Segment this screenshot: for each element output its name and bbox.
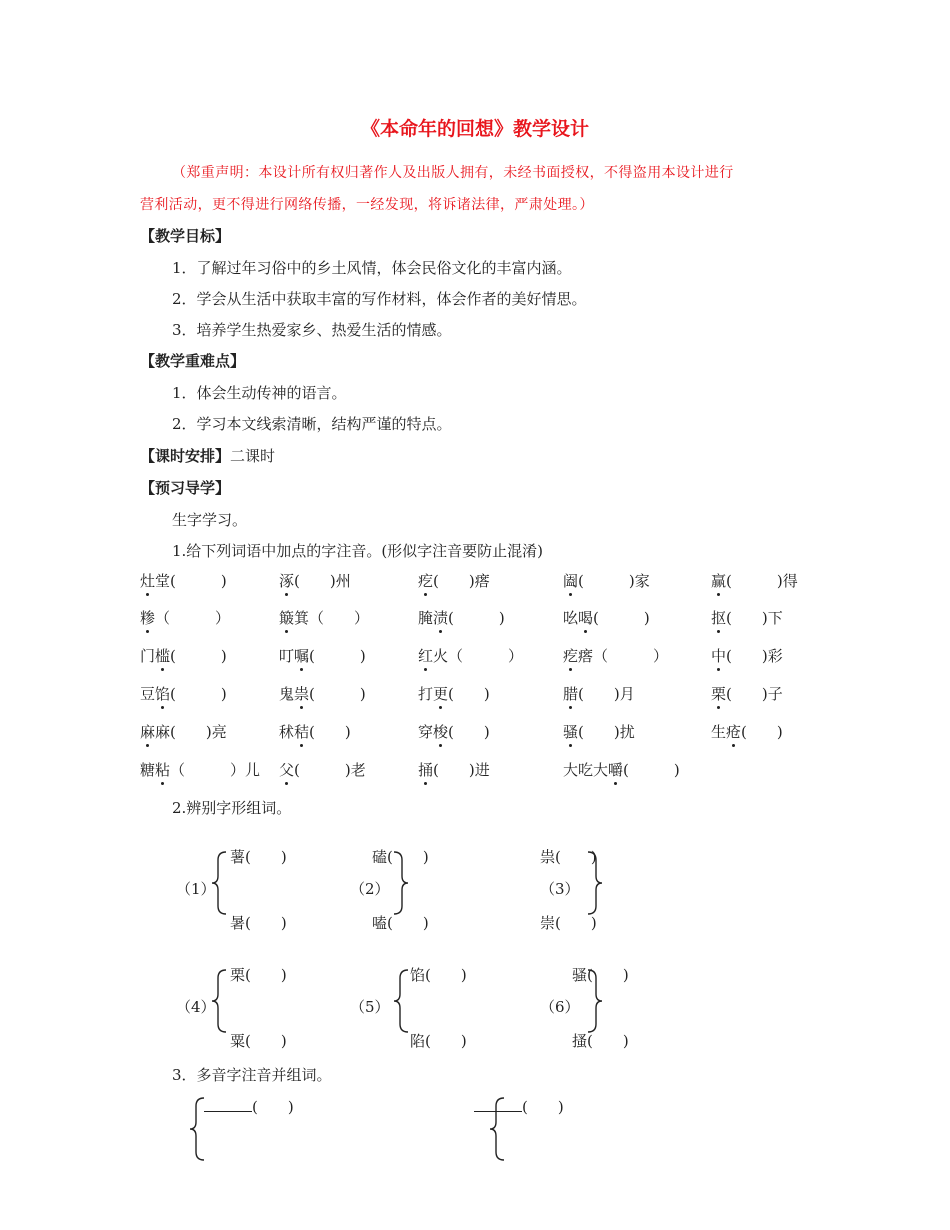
- pinyin-item-suffix: ( )得: [726, 572, 798, 590]
- pinyin-item-suffix: ( ): [623, 761, 680, 779]
- pinyin-item-suffix: ( )扰: [578, 723, 635, 741]
- pinyin-item: [711, 570, 798, 591]
- pinyin-item-prefix: 吆: [563, 609, 579, 627]
- pinyin-item: [279, 721, 351, 742]
- pinyin-item-prefix: 门: [140, 647, 156, 665]
- glyph-group-label: （1）: [176, 880, 216, 898]
- pinyin-target-char: 嘱: [294, 647, 310, 665]
- pinyin-item: [140, 607, 230, 628]
- copyright-notice-line-2: 营利活动，更不得进行网络传播，一经发现，将诉诸法律，严肃处理。）: [140, 197, 594, 213]
- copyright-notice-line-1: （郑重声明：本设计所有权归著作人及出版人拥有，未经书面授权，不得盗用本设计进行: [172, 165, 734, 181]
- pinyin-target-char: 赢: [711, 572, 727, 590]
- pinyin-item-suffix: ( )子: [726, 685, 783, 703]
- pinyin-target-char: 祟: [294, 685, 310, 703]
- pinyin-target-char: 渍: [433, 609, 449, 627]
- pinyin-target-char: 中: [711, 647, 727, 665]
- glyph-bottom-word: 暑( ): [230, 914, 287, 932]
- pinyin-target-char: 疮: [726, 723, 742, 741]
- pinyin-item-suffix: 堂( ): [155, 572, 227, 590]
- preview-intro: 生字学习。: [172, 511, 248, 529]
- glyph-group-label: （2）: [350, 880, 390, 898]
- pinyin-target-char: 梭: [433, 723, 449, 741]
- pinyin-item-prefix: 腌: [418, 609, 434, 627]
- glyph-bottom-word: 崇( ): [540, 914, 597, 932]
- schedule-value: 二课时: [230, 447, 276, 465]
- polyphone-blank-row: [204, 1096, 294, 1117]
- pinyin-target-char: 腊: [563, 685, 579, 703]
- pinyin-target-char: 糁: [140, 609, 156, 627]
- pinyin-target-char: 栗: [711, 685, 727, 703]
- pinyin-item: [563, 721, 635, 742]
- glyph-top-word: 薯( ): [230, 848, 287, 866]
- pinyin-target-char: 抠: [711, 609, 727, 627]
- schedule-heading: 【课时安排】: [140, 447, 231, 465]
- pinyin-item-suffix: ( ): [170, 685, 227, 703]
- pinyin-item-suffix: ( ): [741, 723, 783, 741]
- glyph-group-label: （3）: [540, 880, 580, 898]
- pinyin-item-suffix: ( )下: [726, 609, 783, 627]
- glyph-bottom-word: 粟( ): [230, 1032, 287, 1050]
- pinyin-target-char: 粘: [155, 761, 171, 779]
- pinyin-item: [279, 607, 369, 628]
- pinyin-item-suffix: 箕（ ）: [294, 609, 370, 627]
- pinyin-item-suffix: （ ）儿: [170, 761, 261, 779]
- pinyin-target-char: 捅: [418, 761, 434, 779]
- goal-item: 1．了解过年习俗中的乡土风情，体会民俗文化的丰富内涵。: [172, 259, 572, 277]
- pinyin-item: [563, 759, 680, 780]
- pinyin-target-char: 红: [418, 647, 434, 665]
- pinyin-item-prefix: 穿: [418, 723, 434, 741]
- pinyin-item-suffix: ( )老: [294, 761, 366, 779]
- pinyin-target-char: 疙: [418, 572, 434, 590]
- glyph-group-label: （6）: [540, 998, 580, 1016]
- pinyin-item: [140, 683, 227, 704]
- pinyin-target-char: 灶: [140, 572, 156, 590]
- pinyin-item-prefix: 豆: [140, 685, 156, 703]
- goals-heading: 【教学目标】: [140, 227, 231, 245]
- pinyin-item: [418, 607, 505, 628]
- pinyin-item: [418, 645, 523, 666]
- pinyin-target-char: 秸: [294, 723, 310, 741]
- page-title: 《本命年的回想》教学设计: [360, 118, 589, 140]
- pinyin-target-char: 馅: [155, 685, 171, 703]
- pinyin-target-char: 嚼: [608, 761, 624, 779]
- pinyin-item-suffix: ( )家: [578, 572, 650, 590]
- pinyin-item-suffix: 瘩（ ）: [578, 647, 669, 665]
- glyph-group-label: （4）: [176, 998, 216, 1016]
- key-point-item: 1．体会生动传神的语言。: [172, 384, 347, 402]
- goal-item: 3．培养学生热爱家乡、热爱生活的情感。: [172, 321, 452, 339]
- pinyin-item-suffix: ( )月: [578, 685, 635, 703]
- pinyin-item: [418, 570, 490, 591]
- glyph-group-label: （5）: [350, 998, 390, 1016]
- pinyin-target-char: 更: [433, 685, 449, 703]
- pinyin-item: [418, 683, 490, 704]
- pinyin-target-char: 疙: [563, 647, 579, 665]
- glyph-bottom-word: 陷( ): [410, 1032, 467, 1050]
- question-3: 3．多音字注音并组词。: [172, 1066, 332, 1084]
- pinyin-target-char: 槛: [155, 647, 171, 665]
- pinyin-item: [711, 645, 783, 666]
- curly-brace-icon: [210, 968, 228, 1034]
- pinyin-target-char: 簸: [279, 609, 295, 627]
- pinyin-item: [140, 570, 227, 591]
- pinyin-item-suffix: ( )州: [294, 572, 351, 590]
- pinyin-item-suffix: ( )进: [433, 761, 490, 779]
- curly-brace-icon: [210, 850, 228, 916]
- pinyin-target-char: 阖: [563, 572, 579, 590]
- pinyin-item: [140, 645, 227, 666]
- pinyin-item: [279, 759, 366, 780]
- question-1: 1.给下列词语中加点的字注音。(形似字注音要防止混淆): [172, 542, 544, 560]
- pinyin-item-suffix: ( ): [448, 685, 490, 703]
- pinyin-item-prefix: 生: [711, 723, 727, 741]
- pinyin-item: [563, 570, 650, 591]
- pinyin-item: [418, 759, 490, 780]
- pinyin-item: [711, 721, 783, 742]
- pinyin-item-suffix: （ ）: [155, 609, 231, 627]
- glyph-bottom-word: 搔( ): [572, 1032, 629, 1050]
- key-point-item: 2．学习本文线索清晰，结构严谨的特点。: [172, 415, 452, 433]
- glyph-top-word: 骚( ): [572, 966, 629, 984]
- pinyin-item-prefix: 叮: [279, 647, 295, 665]
- goal-item: 2．学会从生活中获取丰富的写作材料，体会作者的美好情思。: [172, 290, 587, 308]
- pinyin-target-char: 麻: [140, 723, 156, 741]
- glyph-top-word: 馅( ): [410, 966, 467, 984]
- question-2: 2.辨别字形组词。: [172, 799, 292, 817]
- glyph-top-word: 磕( ): [372, 848, 429, 866]
- pinyin-target-char: 父: [279, 761, 295, 779]
- pinyin-item-suffix: ( )彩: [726, 647, 783, 665]
- pinyin-item: [279, 570, 351, 591]
- pinyin-target-char: 涿: [279, 572, 295, 590]
- pinyin-item-suffix: 麻( )亮: [155, 723, 227, 741]
- pinyin-item: [418, 721, 490, 742]
- pinyin-item-prefix: 秫: [279, 723, 295, 741]
- pinyin-item-suffix: ( ): [309, 685, 366, 703]
- pinyin-item: [711, 607, 783, 628]
- pinyin-item: [279, 683, 366, 704]
- pinyin-item-suffix: ( ): [170, 647, 227, 665]
- pinyin-item-suffix: ( ): [593, 609, 650, 627]
- glyph-top-word: 祟( ): [540, 848, 597, 866]
- polyphone-paren: ( ): [252, 1098, 294, 1116]
- preview-heading: 【预习导学】: [140, 479, 231, 497]
- schedule-line: [140, 445, 275, 466]
- polyphone-paren: ( ): [522, 1098, 564, 1116]
- pinyin-target-char: 喝: [578, 609, 594, 627]
- pinyin-item-prefix: 糖: [140, 761, 156, 779]
- polyphone-blank-row: [474, 1096, 564, 1117]
- pinyin-target-char: 骚: [563, 723, 579, 741]
- pinyin-item-suffix: ( ): [448, 723, 490, 741]
- pinyin-item-prefix: 鬼: [279, 685, 295, 703]
- pinyin-item: [140, 759, 260, 780]
- glyph-top-word: 栗( ): [230, 966, 287, 984]
- glyph-bottom-word: 嗑( ): [372, 914, 429, 932]
- pinyin-item-suffix: ( ): [448, 609, 505, 627]
- curly-brace-icon: [392, 968, 410, 1034]
- pinyin-item: [563, 645, 668, 666]
- pinyin-item: [279, 645, 366, 666]
- pinyin-item: [140, 721, 227, 742]
- pinyin-item-suffix: 火（ ）: [433, 647, 524, 665]
- pinyin-item: [711, 683, 783, 704]
- pinyin-item-prefix: 打: [418, 685, 434, 703]
- pinyin-item-suffix: ( ): [309, 723, 351, 741]
- pinyin-item: [563, 607, 650, 628]
- pinyin-item-suffix: ( )瘩: [433, 572, 490, 590]
- key-points-heading: 【教学重难点】: [140, 352, 246, 370]
- pinyin-item-suffix: ( ): [309, 647, 366, 665]
- pinyin-item: [563, 683, 635, 704]
- pinyin-item-prefix: 大吃大: [563, 761, 609, 779]
